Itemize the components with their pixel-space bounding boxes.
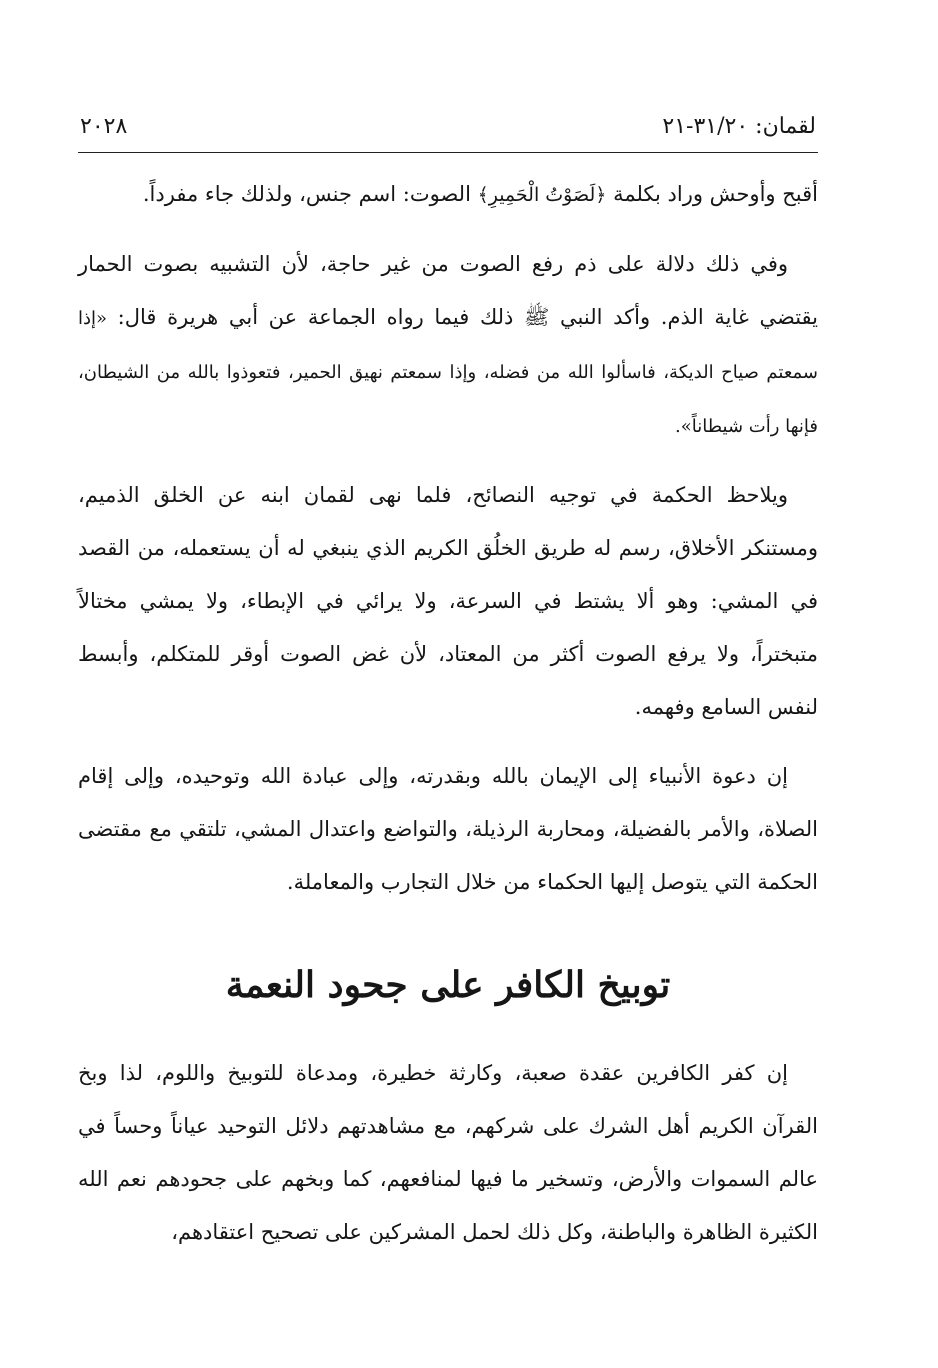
- section-body: [78, 1047, 818, 1275]
- paragraph-1: [78, 168, 818, 222]
- paragraph-2: [78, 238, 818, 453]
- paragraph-3: ويلاحظ الحكمة في توجيه النصائح، فلما نهى لقمان ابنه عن الخلق الذميم، ومستنكر الأخلاق، رسم له طريق الخلُق الكريم الذي ينبغي له أن يستعمله، من القصد في المشي: وهو ألا يشتط في السرعة، ولا يرائي في الإبطاء، ولا يمشي مختالاً متبختراً، ولا يرفع الصوت أكثر من المعتاد، لأن غض الصوت أوقر للمتكلم، وأبسط لنفس السامع وفهمه.: [78, 483, 818, 719]
- body-text: [78, 168, 818, 925]
- running-title: لقمان: ٣١/٢٠-٢١: [662, 114, 816, 139]
- paragraph-4: إن دعوة الأنبياء إلى الإيمان بالله وبقدرته، وإلى عبادة الله وتوحيده، وإلى إقام الصلاة، والأمر بالفضيلة، ومحاربة الرذيلة، والتواضع واعتدال المشي، تلتقي مع مقتضى الحكمة التي يتوصل إليها الحكماء من خلال التجارب والمعاملة.: [78, 764, 818, 894]
- page-header: [78, 112, 818, 153]
- paragraph-1-before: أقبح وأوحش وراد بكلمة: [606, 182, 818, 206]
- section-paragraph: إن كفر الكافرين عقدة صعبة، وكارثة خطيرة، ومدعاة للتوبيخ واللوم، لذا وبخ القرآن الكريم أهل الشرك على شركهم، مع مشاهدتهم دلائل التوحيد عياناً وحساً في عالم السموات والأرض، وتسخير ما فيها لمنافعهم، كما وبخهم على جحودهم نعم الله الكثيرة الظاهرة والباطنة، وكل ذلك لحمل المشركين على تصحيح اعتقادهم،: [78, 1061, 818, 1244]
- section-heading: توبيخ الكافر على جحود النعمة: [225, 964, 671, 1006]
- paragraph-1-after: الصوت: اسم جنس، ولذلك جاء مفرداً.: [142, 182, 478, 206]
- hadith-quote: «إذا سمعتم صياح الديكة، فاسألوا الله من فضله، وإذا سمعتم نهيق الحمير، فتعوذوا بالله من الشيطان، فإنها رأت شيطاناً».: [78, 308, 818, 437]
- quran-quote: ﴿لَصَوْتُ الْحَمِيرِ﴾: [477, 184, 607, 206]
- page-number: ٢٠٢٨: [80, 114, 128, 139]
- paragraph-2-before: وفي ذلك دلالة على ذم رفع الصوت من غير حاجة، لأن التشبيه بصوت الحمار يقتضي غاية الذم. وأكد النبي ﷺ ذلك فيما رواه الجماعة عن أبي هريرة قال:: [78, 252, 818, 329]
